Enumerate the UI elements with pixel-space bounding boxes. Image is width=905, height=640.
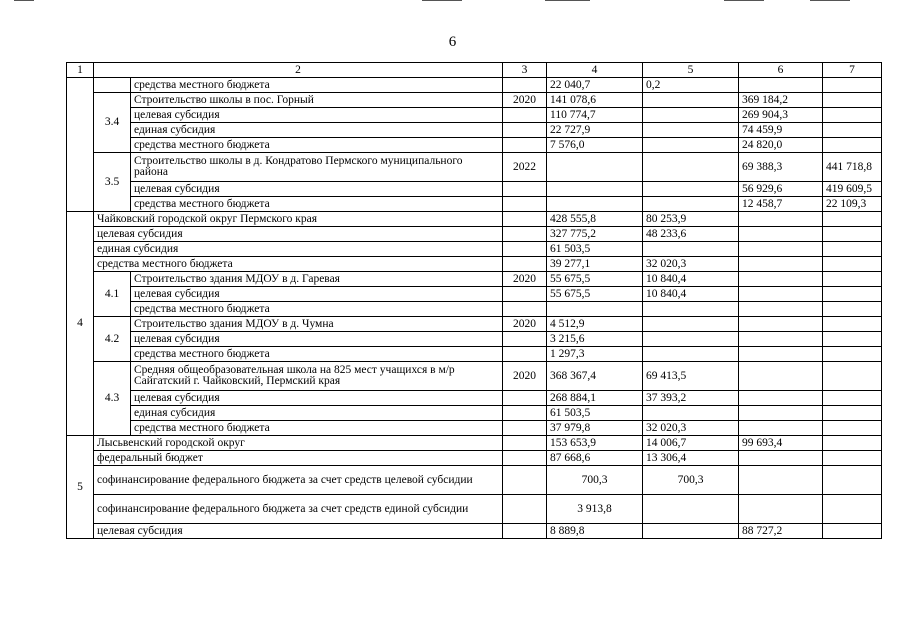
value-cell: 22 040,7: [547, 78, 643, 93]
value-cell: [823, 287, 882, 302]
header-cell: 4: [547, 63, 643, 78]
row-label: средства местного бюджета: [131, 347, 503, 362]
value-cell: [643, 153, 739, 182]
table-row: [67, 362, 882, 391]
table-row: [67, 153, 882, 182]
header-cell: 2: [94, 63, 503, 78]
year-cell: [503, 227, 547, 242]
row-label: Лысьвенский городской округ: [94, 436, 503, 451]
value-cell: 0,2: [643, 78, 739, 93]
value-cell: [643, 108, 739, 123]
row-label: целевая субсидия: [94, 524, 503, 539]
row-label: федеральный бюджет: [94, 451, 503, 466]
value-cell: 700,3: [547, 466, 643, 495]
table-row: [67, 257, 882, 272]
scan-edge-line: [14, 0, 34, 1]
row-label: единая субсидия: [94, 242, 503, 257]
subgroup-number: 3.4: [94, 93, 131, 153]
value-cell: [643, 406, 739, 421]
scan-edge-line: [810, 0, 850, 1]
table-row: [67, 421, 882, 436]
value-cell: 700,3: [643, 466, 739, 495]
table-row: [67, 302, 882, 317]
row-label: целевая субсидия: [131, 287, 503, 302]
header-cell: 1: [67, 63, 94, 78]
value-cell: [823, 524, 882, 539]
value-cell: 269 904,3: [739, 108, 823, 123]
table-row: [67, 451, 882, 466]
value-cell: 32 020,3: [643, 421, 739, 436]
subgroup-number: 4.1: [94, 272, 131, 317]
value-cell: [643, 332, 739, 347]
table-row: [67, 332, 882, 347]
year-cell: [503, 212, 547, 227]
table-row: [67, 197, 882, 212]
value-cell: 13 306,4: [643, 451, 739, 466]
value-cell: [823, 451, 882, 466]
value-cell: 69 413,5: [643, 362, 739, 391]
page-number: 6: [448, 34, 457, 50]
value-cell: 3 913,8: [547, 495, 643, 524]
value-cell: [823, 257, 882, 272]
value-cell: [823, 466, 882, 495]
table-row: [67, 287, 882, 302]
value-cell: [739, 495, 823, 524]
value-cell: [739, 391, 823, 406]
year-cell: [503, 451, 547, 466]
scan-edge-line: [545, 0, 590, 1]
value-cell: [823, 421, 882, 436]
value-cell: 153 653,9: [547, 436, 643, 451]
year-cell: [503, 138, 547, 153]
row-label: средства местного бюджета: [131, 197, 503, 212]
value-cell: [739, 287, 823, 302]
value-cell: [643, 138, 739, 153]
group-number: 5: [67, 436, 94, 539]
table-row: [67, 391, 882, 406]
year-cell: [503, 257, 547, 272]
row-label: целевая субсидия: [131, 332, 503, 347]
header-cell: 7: [823, 63, 882, 78]
value-cell: 428 555,8: [547, 212, 643, 227]
table-row: [67, 78, 882, 93]
row-label: Строительство здания МДОУ в д. Гаревая: [131, 272, 503, 287]
value-cell: [739, 406, 823, 421]
year-cell: [503, 123, 547, 138]
year-cell: 2020: [503, 272, 547, 287]
value-cell: [643, 182, 739, 197]
value-cell: [739, 347, 823, 362]
year-cell: 2022: [503, 153, 547, 182]
table-row: [67, 347, 882, 362]
group-number-cell: [67, 78, 94, 212]
value-cell: 37 393,2: [643, 391, 739, 406]
value-cell: [739, 272, 823, 287]
subgroup-cell: [94, 78, 131, 93]
row-label: единая субсидия: [131, 406, 503, 421]
table-row: [67, 108, 882, 123]
value-cell: [823, 227, 882, 242]
value-cell: [643, 347, 739, 362]
header-row: [67, 63, 882, 78]
value-cell: 7 576,0: [547, 138, 643, 153]
year-cell: [503, 78, 547, 93]
value-cell: [739, 317, 823, 332]
year-cell: 2020: [503, 93, 547, 108]
table-row: [67, 212, 882, 227]
value-cell: 419 609,5: [823, 182, 882, 197]
value-cell: 74 459,9: [739, 123, 823, 138]
value-cell: [823, 317, 882, 332]
value-cell: 61 503,5: [547, 242, 643, 257]
value-cell: 88 727,2: [739, 524, 823, 539]
value-cell: 441 718,8: [823, 153, 882, 182]
value-cell: [823, 212, 882, 227]
value-cell: 87 668,6: [547, 451, 643, 466]
value-cell: 32 020,3: [643, 257, 739, 272]
value-cell: [643, 242, 739, 257]
value-cell: 61 503,5: [547, 406, 643, 421]
subgroup-number: 3.5: [94, 153, 131, 212]
value-cell: [823, 242, 882, 257]
table-row: [67, 495, 882, 524]
value-cell: 110 774,7: [547, 108, 643, 123]
value-cell: [739, 362, 823, 391]
table-row: [67, 524, 882, 539]
value-cell: [739, 242, 823, 257]
value-cell: 22 109,3: [823, 197, 882, 212]
header-cell: 6: [739, 63, 823, 78]
value-cell: 141 078,6: [547, 93, 643, 108]
row-label: средства местного бюджета: [131, 421, 503, 436]
value-cell: 1 297,3: [547, 347, 643, 362]
value-cell: [643, 317, 739, 332]
year-cell: [503, 242, 547, 257]
value-cell: [823, 495, 882, 524]
year-cell: [503, 287, 547, 302]
year-cell: 2020: [503, 362, 547, 391]
table-row: [67, 272, 882, 287]
year-cell: [503, 524, 547, 539]
row-label: средства местного бюджета: [131, 138, 503, 153]
year-cell: [503, 495, 547, 524]
year-cell: 2020: [503, 317, 547, 332]
value-cell: [643, 93, 739, 108]
value-cell: [823, 138, 882, 153]
row-label: целевая субсидия: [131, 108, 503, 123]
year-cell: [503, 436, 547, 451]
value-cell: 8 889,8: [547, 524, 643, 539]
table-row: [67, 242, 882, 257]
row-label: софинансирование федерального бюджета за счет средств единой субсидии: [94, 495, 503, 524]
subgroup-number: 4.2: [94, 317, 131, 362]
value-cell: 4 512,9: [547, 317, 643, 332]
value-cell: [739, 227, 823, 242]
scan-edge-line: [422, 0, 462, 1]
value-cell: [739, 302, 823, 317]
row-label: средства местного бюджета: [131, 78, 503, 93]
value-cell: [823, 332, 882, 347]
year-cell: [503, 332, 547, 347]
header-cell: 5: [643, 63, 739, 78]
value-cell: 48 233,6: [643, 227, 739, 242]
value-cell: [643, 495, 739, 524]
value-cell: 368 367,4: [547, 362, 643, 391]
value-cell: 55 675,5: [547, 287, 643, 302]
row-label: Строительство здания МДОУ в д. Чумна: [131, 317, 503, 332]
row-label: целевая субсидия: [131, 391, 503, 406]
value-cell: [823, 123, 882, 138]
table-row: [67, 138, 882, 153]
value-cell: 99 693,4: [739, 436, 823, 451]
value-cell: [823, 406, 882, 421]
table-row: [67, 227, 882, 242]
value-cell: [547, 153, 643, 182]
year-cell: [503, 466, 547, 495]
table-row: [67, 317, 882, 332]
value-cell: [739, 212, 823, 227]
value-cell: 39 277,1: [547, 257, 643, 272]
row-label: Строительство школы в пос. Горный: [131, 93, 503, 108]
value-cell: [823, 347, 882, 362]
row-label: целевая субсидия: [94, 227, 503, 242]
table-row: [67, 466, 882, 495]
value-cell: 14 006,7: [643, 436, 739, 451]
value-cell: 55 675,5: [547, 272, 643, 287]
year-cell: [503, 347, 547, 362]
group-number: 4: [67, 212, 94, 436]
year-cell: [503, 406, 547, 421]
subgroup-number: 4.3: [94, 362, 131, 436]
value-cell: 69 388,3: [739, 153, 823, 182]
value-cell: 37 979,8: [547, 421, 643, 436]
year-cell: [503, 197, 547, 212]
value-cell: [823, 302, 882, 317]
row-label: средства местного бюджета: [94, 257, 503, 272]
table-row: [67, 123, 882, 138]
value-cell: 369 184,2: [739, 93, 823, 108]
table-row: [67, 182, 882, 197]
value-cell: [739, 451, 823, 466]
value-cell: [823, 272, 882, 287]
value-cell: 327 775,2: [547, 227, 643, 242]
value-cell: 22 727,9: [547, 123, 643, 138]
value-cell: 56 929,6: [739, 182, 823, 197]
year-cell: [503, 391, 547, 406]
value-cell: [739, 421, 823, 436]
table-row: [67, 406, 882, 421]
value-cell: 80 253,9: [643, 212, 739, 227]
value-cell: 24 820,0: [739, 138, 823, 153]
year-cell: [503, 108, 547, 123]
value-cell: 12 458,7: [739, 197, 823, 212]
scan-edge-line: [724, 0, 764, 1]
value-cell: [823, 391, 882, 406]
row-label: средства местного бюджета: [131, 302, 503, 317]
value-cell: [823, 93, 882, 108]
value-cell: [823, 78, 882, 93]
value-cell: [823, 362, 882, 391]
value-cell: [547, 302, 643, 317]
value-cell: 10 840,4: [643, 272, 739, 287]
value-cell: [643, 197, 739, 212]
row-label: Средняя общеобразовательная школа на 825 мест учащихся в м/р Сайгатский г. Чайковский, Пермский края: [131, 362, 503, 391]
table-row: [67, 93, 882, 108]
value-cell: [739, 466, 823, 495]
value-cell: [823, 436, 882, 451]
year-cell: [503, 421, 547, 436]
value-cell: 3 215,6: [547, 332, 643, 347]
row-label: Чайковский городской округ Пермского края: [94, 212, 503, 227]
value-cell: [547, 197, 643, 212]
value-cell: 268 884,1: [547, 391, 643, 406]
table-row: [67, 436, 882, 451]
row-label: единая субсидия: [131, 123, 503, 138]
year-cell: [503, 182, 547, 197]
value-cell: [643, 524, 739, 539]
row-label: Строительство школы в д. Кондратово Пермского муниципального района: [131, 153, 503, 182]
header-cell: 3: [503, 63, 547, 78]
value-cell: [739, 257, 823, 272]
value-cell: [739, 78, 823, 93]
value-cell: [823, 108, 882, 123]
row-label: софинансирование федерального бюджета за счет средств целевой субсидии: [94, 466, 503, 495]
value-cell: [547, 182, 643, 197]
row-label: целевая субсидия: [131, 182, 503, 197]
value-cell: [643, 123, 739, 138]
year-cell: [503, 302, 547, 317]
budget-table: [66, 62, 882, 539]
value-cell: [739, 332, 823, 347]
value-cell: [643, 302, 739, 317]
value-cell: 10 840,4: [643, 287, 739, 302]
